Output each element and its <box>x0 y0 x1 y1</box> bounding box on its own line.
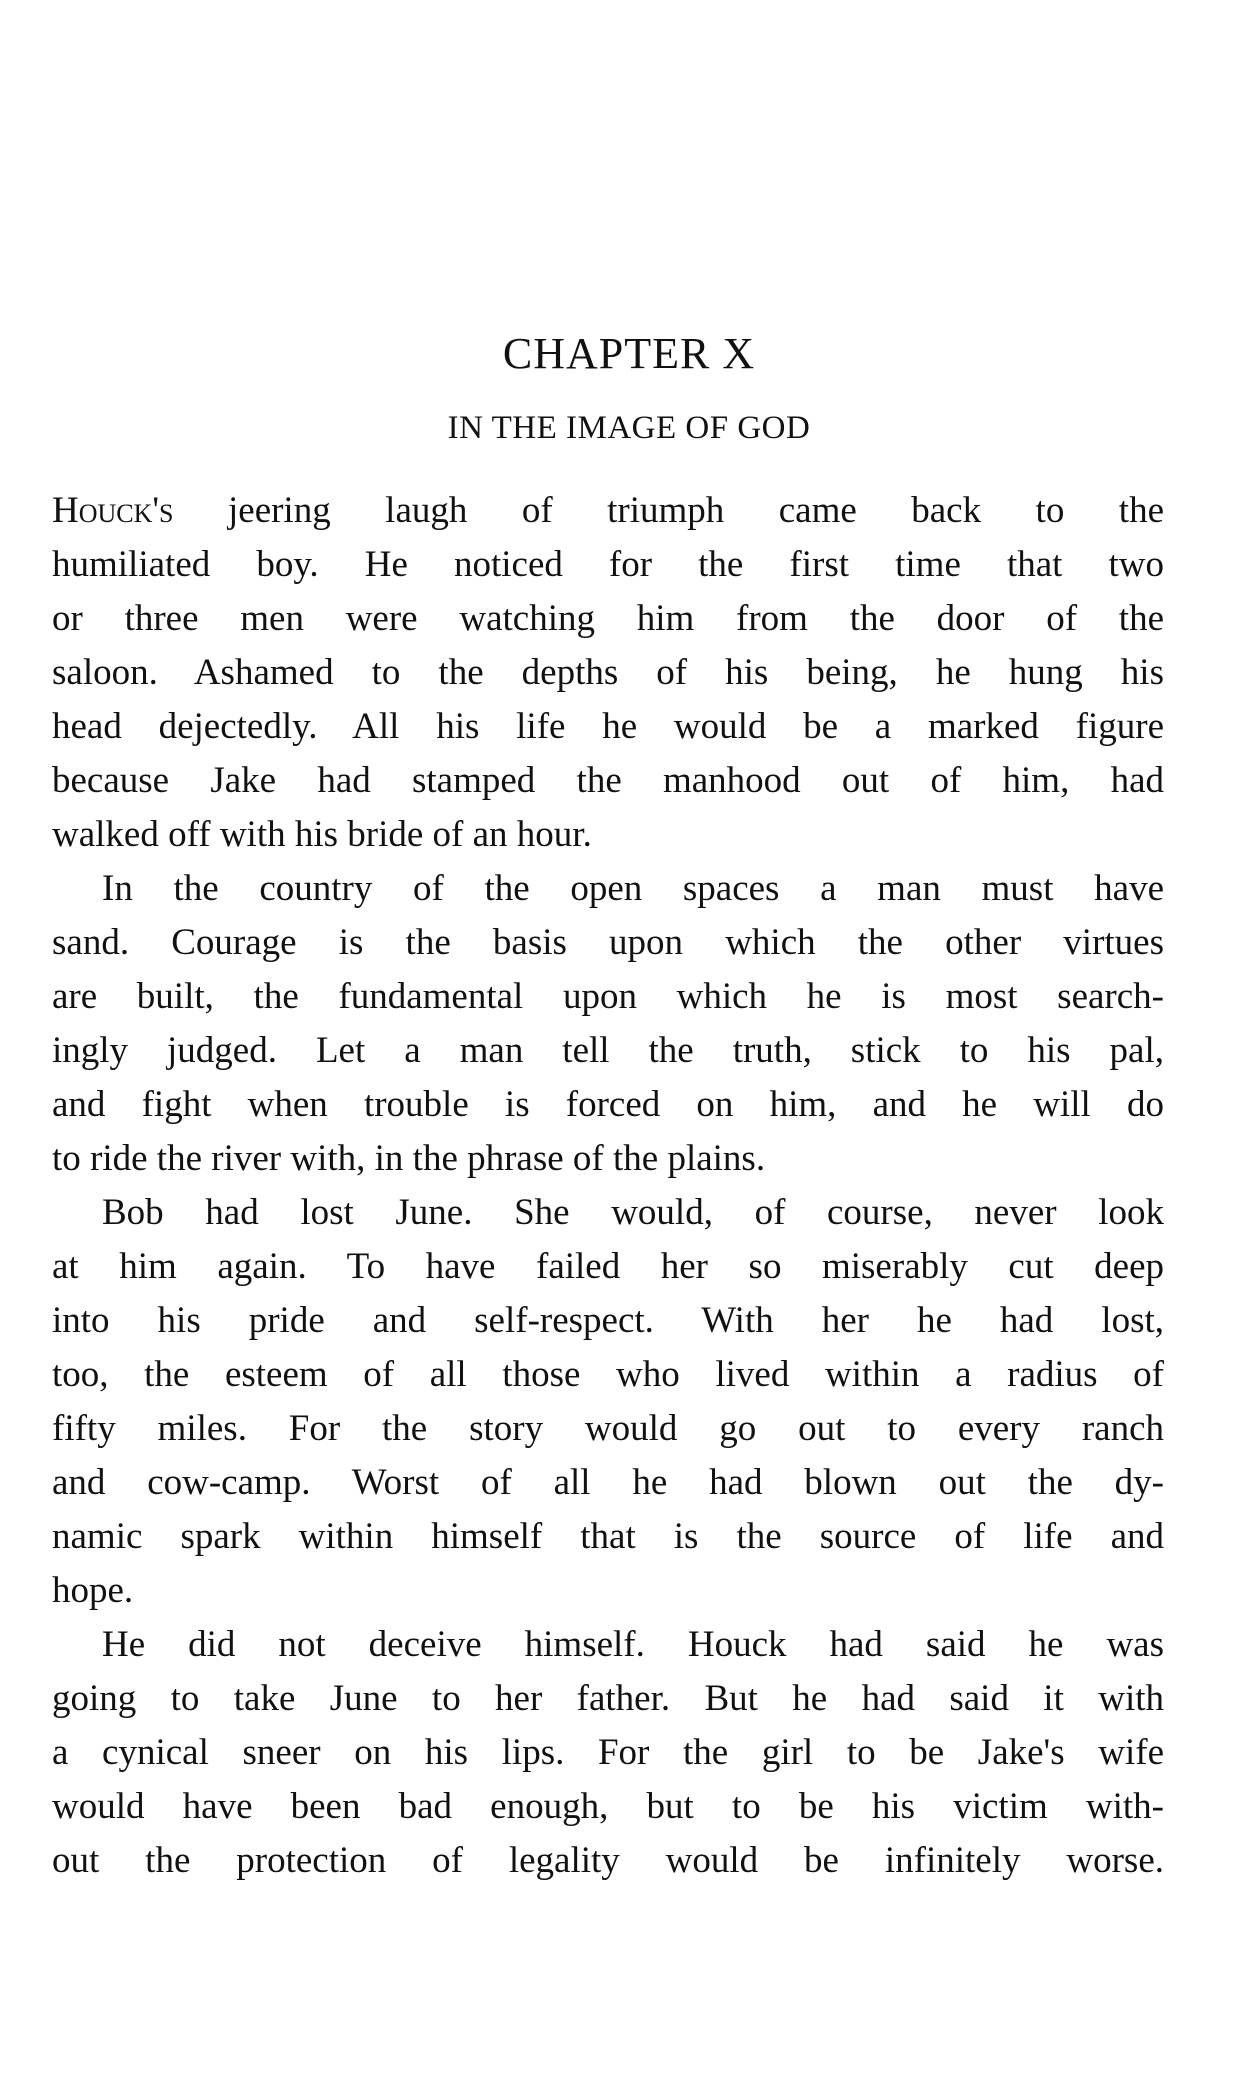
text-line: namic spark within himself that is the source of life and <box>52 1516 1164 1557</box>
text-line: walked off with his bride of an hour. <box>52 814 592 855</box>
text-line: to ride the river with, in the phrase of the plains. <box>52 1138 766 1179</box>
body-text <box>52 484 1164 1888</box>
text-line: sand. Courage is the basis upon which the other virtues <box>52 922 1164 963</box>
text-line: are built, the fundamental upon which he is most search- <box>52 976 1164 1017</box>
text-line: and fight when trouble is forced on him, and he will do <box>52 1084 1164 1125</box>
lead-smallcaps: Houck's <box>52 490 174 531</box>
text-line: at him again. To have failed her so miserably cut deep <box>52 1246 1164 1287</box>
text-line: too, the esteem of all those who lived within a radius of <box>52 1354 1164 1395</box>
text-line: fifty miles. For the story would go out to every ranch <box>52 1408 1164 1449</box>
text-line: hope. <box>52 1570 134 1611</box>
text-line: He did not deceive himself. Houck had said he was <box>102 1624 1164 1665</box>
text-line: out the protection of legality would be infinitely worse. <box>52 1840 1164 1881</box>
chapter-title: IN THE IMAGE OF GOD <box>447 410 811 446</box>
text-line: Houck's jeering laugh of triumph came back to the <box>52 490 1164 531</box>
text-line: or three men were watching him from the door of the <box>52 598 1164 639</box>
text-line: would have been bad enough, but to be his victim with- <box>52 1786 1164 1827</box>
text-line: saloon. Ashamed to the depths of his being, he hung his <box>52 652 1164 693</box>
text-line: In the country of the open spaces a man must have <box>102 868 1164 909</box>
text-line: humiliated boy. He noticed for the first time that two <box>52 544 1164 585</box>
paragraph <box>52 1186 1164 1618</box>
paragraph <box>52 1618 1164 1888</box>
text-line: going to take June to her father. But he had said it with <box>52 1678 1164 1719</box>
text-line: ingly judged. Let a man tell the truth, stick to his pal, <box>52 1030 1164 1071</box>
text-line: and cow-camp. Worst of all he had blown out the dy- <box>52 1462 1164 1503</box>
paragraph <box>52 484 1164 862</box>
text-line: because Jake had stamped the manhood out of him, had <box>52 760 1164 801</box>
text-line: Bob had lost June. She would, of course, never look <box>102 1192 1164 1233</box>
paragraph <box>52 862 1164 1186</box>
text-line: into his pride and self-respect. With her he had lost, <box>52 1300 1164 1341</box>
chapter-number: CHAPTER X <box>502 329 756 378</box>
text-line: head dejectedly. All his life he would be a marked figure <box>52 706 1164 747</box>
text-line: a cynical sneer on his lips. For the girl to be Jake's wife <box>52 1732 1164 1773</box>
